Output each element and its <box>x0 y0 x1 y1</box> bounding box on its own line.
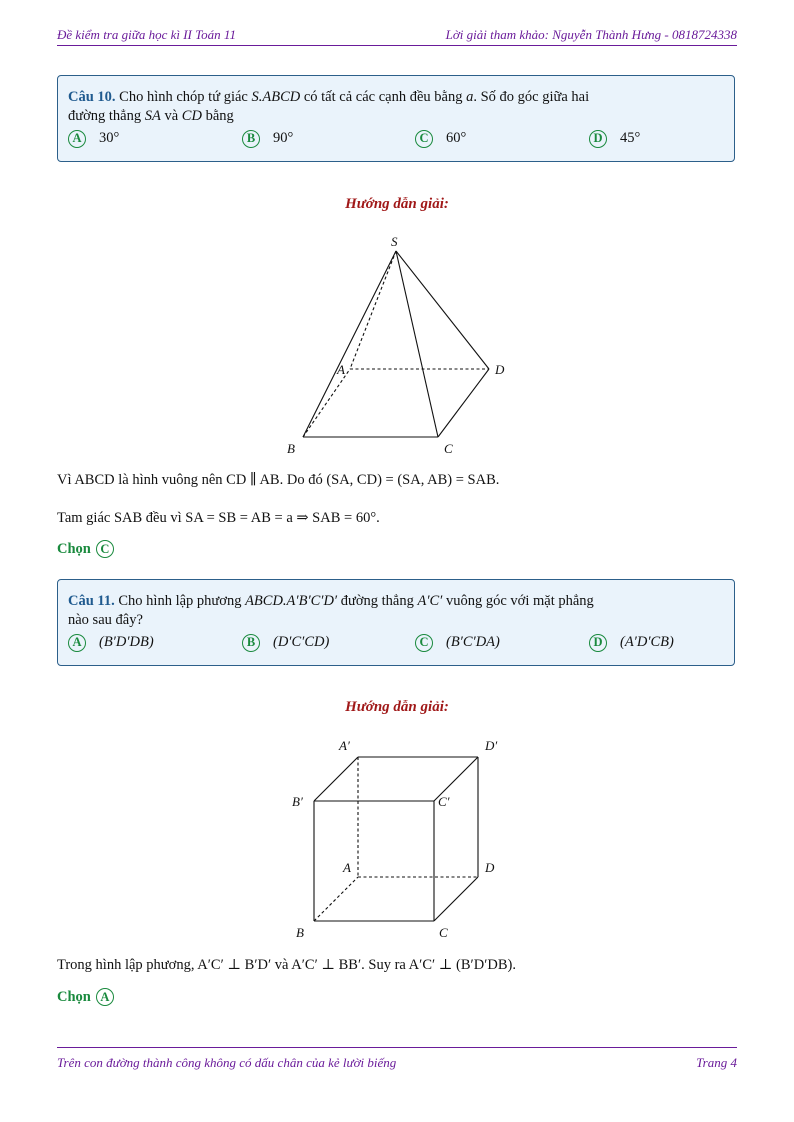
edge-ba-cube <box>314 877 358 921</box>
option-letter: C <box>415 130 433 148</box>
option-value: 90° <box>273 130 294 146</box>
label-c-cube: C <box>439 925 448 940</box>
header-left: Đề kiểm tra giữa học kì II Toán 11 <box>57 27 236 42</box>
option-a[interactable] <box>68 633 154 652</box>
edge-sb <box>303 251 396 437</box>
page-number: Trang 4 <box>696 1055 737 1070</box>
label-a-cube: A <box>343 860 351 875</box>
label-a1: A′ <box>339 738 350 753</box>
label-b: B <box>287 441 295 456</box>
answer-label: Chọn <box>57 540 91 557</box>
guide-heading-11: Hướng dẫn giải: <box>345 699 449 715</box>
answer-letter: A <box>96 988 114 1006</box>
option-value: 60° <box>446 130 467 146</box>
question-10-text: Câu 10. Cho hình chóp tứ giác S.ABCD có tất cả các cạnh đều bằng a. Số đo góc giữa hai đường thẳng SA và CD bằng <box>68 89 590 124</box>
option-b[interactable] <box>242 633 329 652</box>
edge-sc <box>396 251 438 437</box>
option-value: (A′D′CB) <box>620 634 674 650</box>
label-a: A <box>337 362 345 377</box>
label-d1: D′ <box>485 738 498 753</box>
option-letter: B <box>242 130 260 148</box>
solution-10-line-2: Tam giác SAB đều vì SA = SB = AB = a ⇒ SAB = 60°. <box>57 510 380 526</box>
option-letter: C <box>415 634 433 652</box>
edge-cd-cube <box>434 877 478 921</box>
question-10-label: Câu 10. <box>68 89 116 105</box>
option-c[interactable] <box>415 633 500 652</box>
edge-b1a1 <box>314 757 358 801</box>
label-b-cube: B <box>296 925 304 940</box>
question-11-box <box>57 579 735 666</box>
solution-10-line-1: Vì ABCD là hình vuông nên CD ∥ AB. Do đó (SA, CD) = (SA, AB) = SAB. <box>57 472 500 488</box>
label-d-cube: D <box>485 860 495 875</box>
label-b1: B′ <box>292 794 303 809</box>
question-11-options <box>68 633 724 657</box>
edge-sa <box>350 251 396 369</box>
edge-sd <box>396 251 489 369</box>
option-letter: D <box>589 130 607 148</box>
footer-left: Trên con đường thành công không có dấu chân của kẻ lười biếng <box>57 1055 397 1070</box>
question-11-label: Câu 11. <box>68 593 115 609</box>
option-d[interactable] <box>589 633 674 652</box>
question-11-text: Câu 11. Cho hình lập phương ABCD.A′B′C′D′ đường thẳng A′C′ vuông góc với mặt phẳng nào sau đây? <box>68 593 594 628</box>
label-c1: C′ <box>438 794 450 809</box>
option-letter: A <box>68 634 86 652</box>
solution-11-line: Trong hình lập phương, A′C′ ⊥ B′D′ và A′C′ ⊥ BB′. Suy ra A′C′ ⊥ (B′D′DB). <box>57 957 516 973</box>
option-value: 30° <box>99 130 120 146</box>
option-value: 45° <box>620 130 641 146</box>
option-letter: D <box>589 634 607 652</box>
page-footer <box>57 1047 737 1070</box>
option-value: (B′C′DA) <box>446 634 500 650</box>
label-c: C <box>444 441 453 456</box>
option-value: (B′D′DB) <box>99 634 154 650</box>
answer-10 <box>57 540 114 558</box>
answer-label: Chọn <box>57 988 91 1005</box>
header-right: Lời giải tham khảo: Nguyễn Thành Hưng - 0818724338 <box>445 27 737 42</box>
label-s: S <box>391 234 398 249</box>
option-value: (D′C′CD) <box>273 634 330 650</box>
edge-ba <box>303 369 350 437</box>
option-letter: B <box>242 634 260 652</box>
answer-11 <box>57 988 114 1006</box>
edge-cd <box>438 369 489 437</box>
label-d: D <box>495 362 505 377</box>
option-letter: A <box>68 130 86 148</box>
answer-letter: C <box>96 540 114 558</box>
guide-heading-10: Hướng dẫn giải: <box>345 196 449 212</box>
